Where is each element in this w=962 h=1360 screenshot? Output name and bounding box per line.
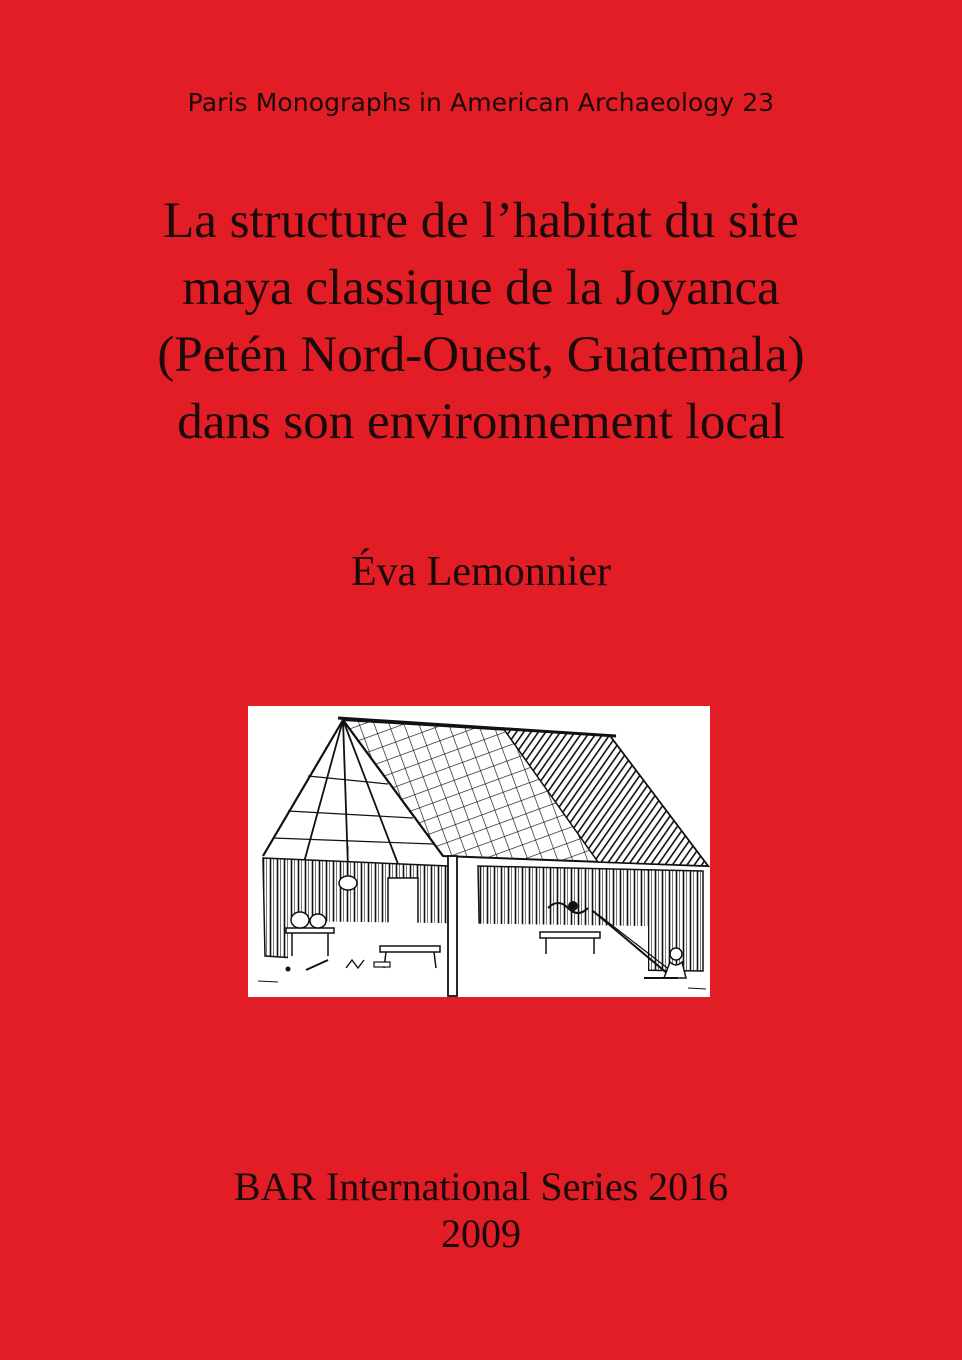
book-title-line-4: dans son environnement local — [177, 394, 785, 450]
book-title-line-3: (Petén Nord-Ouest, Guatemala) — [157, 327, 805, 383]
cover-illustration — [248, 706, 710, 997]
book-title-line-2: maya classique de la Joyanca — [182, 260, 780, 316]
bar-series: BAR International Series 2016 — [233, 1164, 729, 1209]
maya-house-drawing-icon — [248, 706, 710, 997]
book-title — [60, 188, 902, 456]
author-name: Éva Lemonnier — [350, 549, 612, 595]
book-title-line-1: La structure de l’habitat du site — [163, 193, 799, 249]
publication-year: 2009 — [441, 1211, 521, 1256]
series-title: Paris Monographs in American Archaeology 23 — [187, 88, 775, 117]
